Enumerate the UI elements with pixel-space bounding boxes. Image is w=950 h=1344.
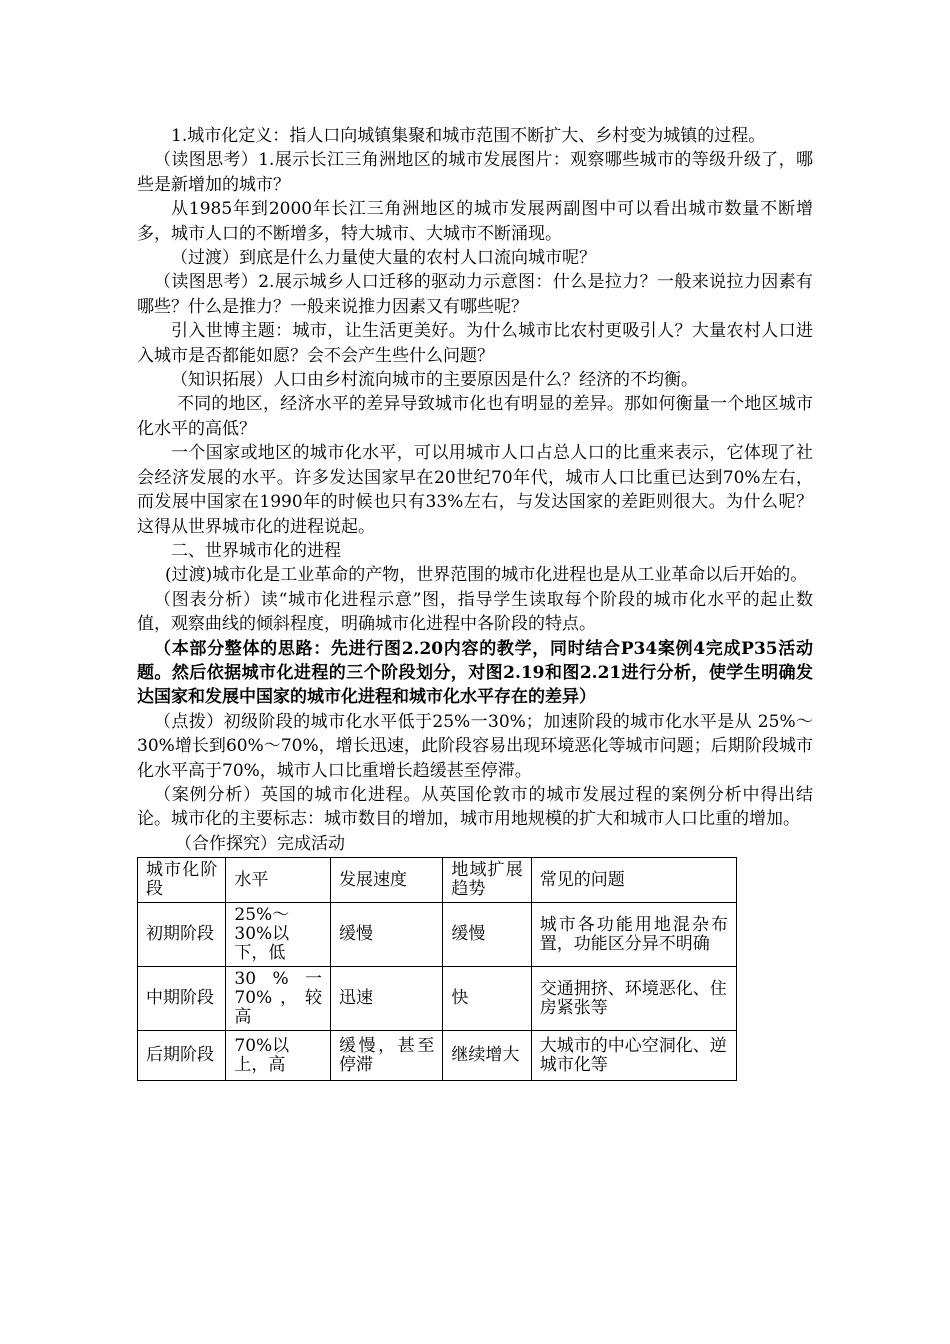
table-header-cell: 水平 [226,858,331,903]
table-row [138,967,737,1031]
table-header-cell: 发展速度 [331,858,443,903]
table-cell: 快 [443,967,531,1031]
paragraph-read-map-1: （读图思考）1.展示长江三角洲地区的城市发展图片：观察哪些城市的等级升级了，哪些是新增加的城市？ [137,150,813,195]
paragraph-urbanization-level: 一个国家或地区的城市化水平，可以用城市人口占总人口的比重来表示，它体现了社会经济发展的水平。许多发达国家早在20世纪70年代，城市人口比重已达到70%左右，而发展中国家在1990年的时候也只有33%左右，与发达国家的差距则很大。为什么呢？这得从世界城市化的进程说起。 [137,443,813,537]
paragraph-teaching-outline: （本部分整体的思路：先进行图2.20内容的教学，同时结合P34案例4完成P35活动题。然后依据城市化进程的三个阶段划分，对图2.19和图2.21进行分析，使学生明确发达国家和发展中国家的城市化进程和城市化水平存在的差异） [137,638,813,708]
table-cell: 缓慢 [443,903,531,967]
table-header-cell: 常见的问题 [531,858,736,903]
urbanization-stages-table [137,857,737,1081]
table-header-cell: 地域扩展趋势 [443,858,531,903]
table-cell: 70%以上，高 [226,1031,331,1081]
paragraph-case-analysis: （案例分析）英国的城市化进程。从英国伦敦市的城市发展过程的案例分析中得出结论。城市化的主要标志：城市数目的增加，城市用地规模的扩大和城市人口比重的增加。 [137,784,813,830]
paragraph-cooperative-activity: （合作探究）完成活动 [175,833,345,854]
table-header-cell: 城市化阶段 [138,858,226,903]
paragraph-key-points: （点拨）初级阶段的城市化水平低于25%一30%；加速阶段的城市化水平是从 25%～30%增长到60%～70%，增长迅速，此阶段容易出现环境恶化等城市问题；后期阶段城市化水平高于70%，城市人口比重增长趋缓甚至停滞。 [137,711,813,781]
table-cell: 迅速 [331,967,443,1031]
table-header-row [138,858,737,903]
paragraph-transition-2: (过渡)城市化是工业革命的产物，世界范围的城市化进程也是从工业革命以后开始的。 [165,565,808,586]
table-row [138,1031,737,1081]
table-cell: 后期阶段 [138,1031,226,1081]
section-heading-world-urbanization: 二、世界城市化的进程 [171,540,341,561]
paragraph-chart-analysis: （图表分析）读“城市化进程示意”图，指导学生读取每个阶段的城市化水平的起止数值，观察曲线的倾斜程度，明确城市化进程中各阶段的特点。 [137,589,813,635]
paragraph-regional-difference: 不同的地区，经济水平的差异导致城市化也有明显的差异。那如何衡量一个地区城市化水平的高低？ [137,394,813,439]
table-cell: 缓慢，甚至停滞 [331,1031,443,1081]
table-cell: 30 % 一70%，较高 [226,967,331,1031]
table-cell: 继续增大 [443,1031,531,1081]
table-cell: 中期阶段 [138,967,226,1031]
paragraph-yangtze-growth: 从1985年到2000年长江三角洲地区的城市发展两副图中可以看出城市数量不断增多，城市人口的不断增多，特大城市、大城市不断涌现。 [137,199,813,244]
table-cell: 城市各功能用地混杂布置，功能区分异不明确 [531,903,736,967]
paragraph-definition: 1.城市化定义：指人口向城镇集聚和城市范围不断扩大、乡村变为城镇的过程。 [171,126,766,146]
table-cell: 大城市的中心空洞化、逆城市化等 [531,1031,736,1081]
table-cell: 交通拥挤、环境恶化、住房紧张等 [531,967,736,1031]
paragraph-transition-1: （过渡）到底是什么力量使大量的农村人口流向城市呢？ [171,248,596,269]
table-cell: 缓慢 [331,903,443,967]
table-cell: 初期阶段 [138,903,226,967]
paragraph-knowledge-expansion: （知识拓展）人口由乡村流向城市的主要原因是什么？经济的不均衡。 [171,370,698,391]
table-cell: 25%～30%以下，低 [226,903,331,967]
paragraph-read-map-2: （读图思考）2.展示城乡人口迁移的驱动力示意图：什么是拉力？一般来说拉力因素有哪些？什么是推力？一般来说推力因素又有哪些呢？ [137,272,813,317]
paragraph-expo-theme: 引入世博主题：城市，让生活更美好。为什么城市比农村更吸引人？大量农村人口进入城市是否都能如愿？会不会产生些什么问题？ [137,321,813,366]
document-body [137,124,813,1081]
table-row [138,903,737,967]
